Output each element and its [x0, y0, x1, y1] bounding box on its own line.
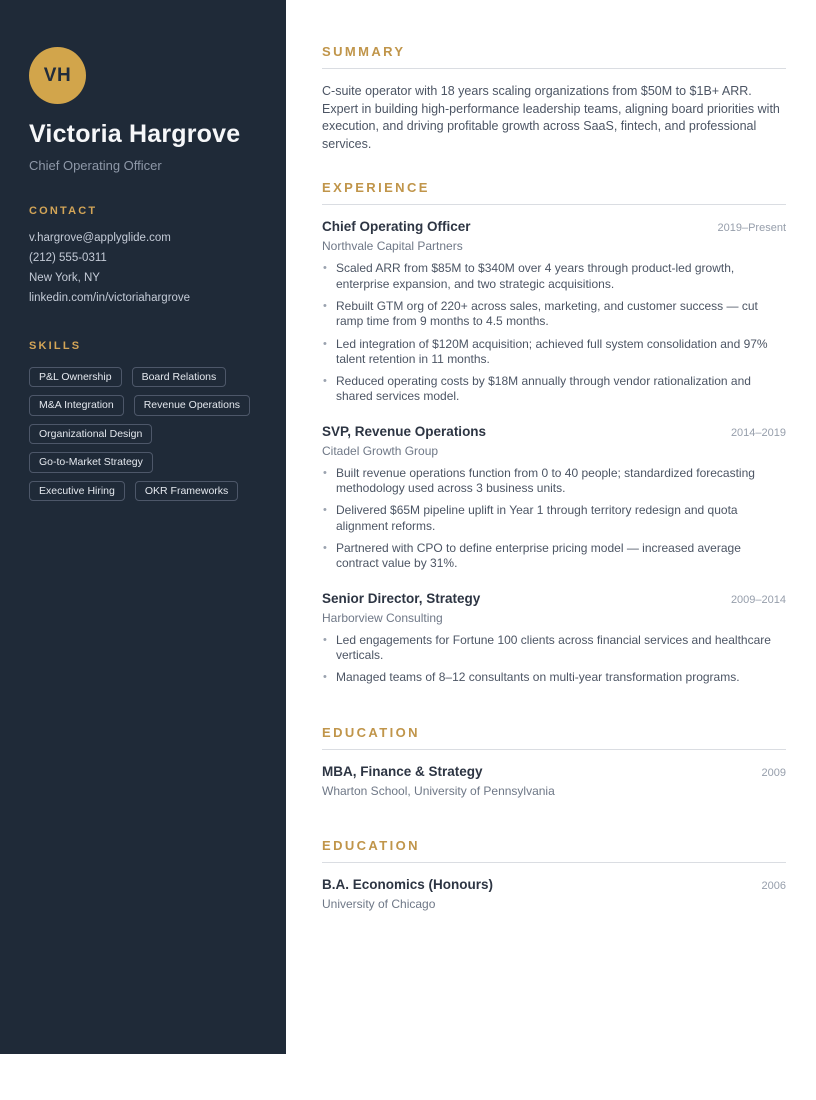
- job-bullet: • Partnered with CPO to define enterprise pricing model — increased average contract value by 31%.: [322, 541, 786, 572]
- person-name: Victoria Hargrove: [29, 120, 241, 148]
- degree-title: B.A. Economics (Honours): [322, 877, 494, 893]
- job-bullet: • Managed teams of 8–12 consultants on multi-year transformation programs.: [322, 670, 786, 685]
- summary-section: [322, 44, 786, 153]
- job-title: Chief Operating Officer: [322, 219, 471, 235]
- degree-year: 2009: [761, 767, 786, 780]
- job-header: [322, 219, 786, 234]
- education-header: [322, 764, 786, 779]
- contact-heading: CONTACT: [29, 204, 98, 217]
- sidebar: [0, 0, 286, 1054]
- job-bullet: • Scaled ARR from $85M to $340M over 4 years through product-led growth, enterprise expansion, and two strategic acquisitions.: [322, 261, 786, 292]
- contact-linkedin[interactable]: linkedin.com/in/victoriahargrove: [29, 291, 191, 304]
- contact-list: [29, 232, 258, 304]
- job-entry: [322, 591, 786, 686]
- job-title: SVP, Revenue Operations: [322, 423, 487, 439]
- avatar: [29, 47, 86, 104]
- skill-tag: Go-to-Market Strategy: [29, 452, 153, 473]
- education-section: [322, 725, 786, 798]
- skill-tag: Revenue Operations: [134, 395, 250, 416]
- contact-email[interactable]: v.hargrove@applyglide.com: [29, 231, 171, 244]
- skill-tag: M&A Integration: [29, 395, 124, 416]
- person-title: Chief Operating Officer: [29, 157, 162, 173]
- contact-phone: (212) 555-0311: [29, 251, 107, 264]
- education-header: [322, 877, 786, 892]
- skill-tag: Executive Hiring: [29, 481, 125, 502]
- summary-text: C-suite operator with 18 years scaling organizations from $50M to $1B+ ARR. Expert in building high-performance leadership teams, aligning board priorities with execution, and driving profitable growth across SaaS, fintech, and professional services.: [322, 84, 780, 151]
- experience-section: [322, 180, 786, 685]
- job-title: Senior Director, Strategy: [322, 590, 481, 606]
- skill-tag: Board Relations: [132, 367, 227, 388]
- job-bullet: • Reduced operating costs by $18M annually through vendor rationalization and shared services model.: [322, 374, 786, 405]
- main-content: [286, 0, 816, 911]
- skill-tag: OKR Frameworks: [135, 481, 238, 502]
- job-company: Northvale Capital Partners: [322, 239, 463, 254]
- job-dates: 2014–2019: [730, 426, 786, 439]
- school-name: Wharton School, University of Pennsylvania: [322, 784, 555, 799]
- job-bullet: • Led integration of $120M acquisition; achieved full system consolidation and 97% talent retention in 11 months.: [322, 337, 786, 368]
- job-bullet: • Delivered $65M pipeline uplift in Year 1 through territory redesign and quota alignment reforms.: [322, 503, 786, 534]
- avatar-initials: VH: [43, 64, 72, 86]
- skills-list: [29, 367, 258, 502]
- education-section: [322, 838, 786, 911]
- education-heading: EDUCATION: [322, 838, 786, 863]
- skill-tag: P&L Ownership: [29, 367, 122, 388]
- job-bullets: [322, 633, 786, 686]
- job-header: [322, 591, 786, 606]
- job-dates: 2009–2014: [730, 593, 786, 606]
- job-bullets: [322, 261, 786, 404]
- job-bullet: • Led engagements for Fortune 100 clients across financial services and healthcare verticals.: [322, 633, 786, 664]
- job-dates: 2019–Present: [717, 222, 786, 235]
- summary-heading: SUMMARY: [322, 44, 786, 69]
- school-name: University of Chicago: [322, 897, 436, 912]
- degree-title: MBA, Finance & Strategy: [322, 764, 483, 780]
- job-bullet: • Built revenue operations function from 0 to 40 people; standardized forecasting methodology used across 3 business units.: [322, 466, 786, 497]
- job-bullets: [322, 466, 786, 572]
- skill-tag: Organizational Design: [29, 424, 152, 445]
- job-company: Harborview Consulting: [322, 610, 443, 625]
- job-header: [322, 424, 786, 439]
- job-entry: [322, 424, 786, 572]
- degree-year: 2006: [761, 880, 786, 893]
- education-heading: EDUCATION: [322, 725, 786, 750]
- skills-heading: SKILLS: [29, 339, 82, 352]
- experience-heading: EXPERIENCE: [322, 180, 786, 205]
- education-entry: [322, 877, 786, 911]
- education-entry: [322, 764, 786, 798]
- job-entry: [322, 219, 786, 404]
- job-bullet: • Rebuilt GTM org of 220+ across sales, marketing, and customer success — cut ramp time from 9 months to 4.5 months.: [322, 299, 786, 330]
- job-company: Citadel Growth Group: [322, 443, 439, 458]
- contact-location: New York, NY: [29, 271, 100, 284]
